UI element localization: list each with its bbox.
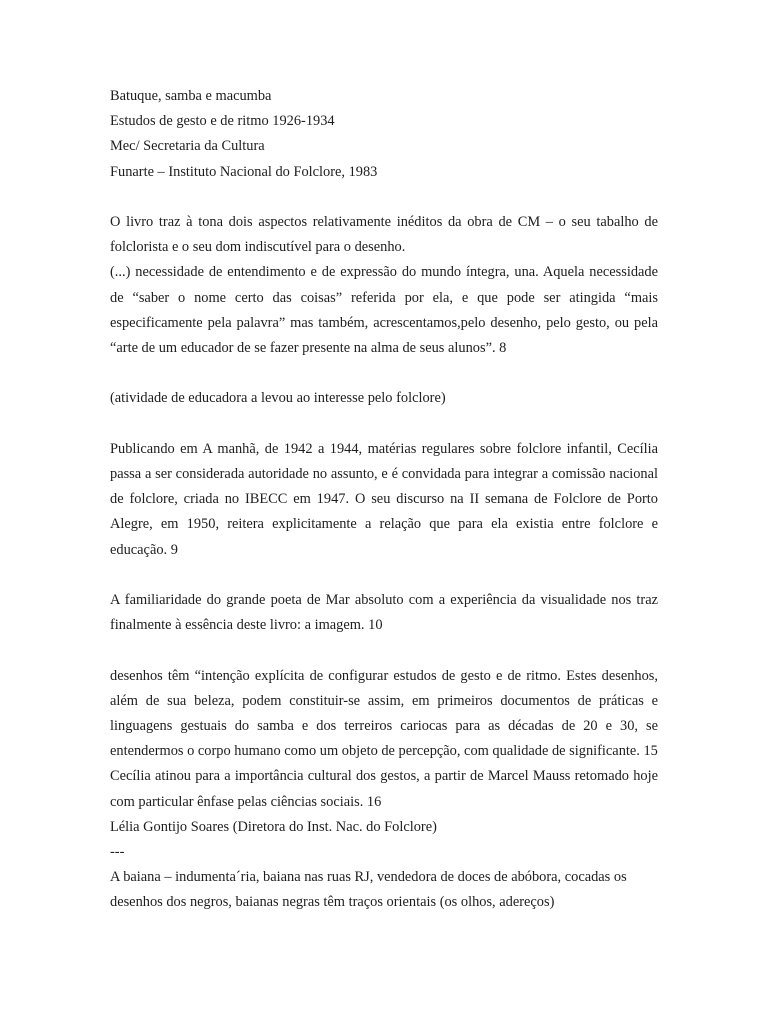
spacer: [110, 638, 658, 663]
spacer: [110, 185, 658, 210]
book-institution: Funarte – Instituto Nacional do Folclore, 1983: [110, 163, 378, 180]
paragraph-intro: O livro traz à tona dois aspectos relativamente inéditos da obra de CM – o seu tabalho de folclorista e o seu dom indiscutível para o desenho.: [110, 214, 658, 256]
paragraph-author: Lélia Gontijo Soares (Diretora do Inst. Nac. do Folclore): [110, 818, 437, 835]
spacer: [110, 361, 658, 386]
paragraph-familiarity: A familiaridade do grande poeta de Mar absoluto com a experiência da visualidade nos traz finalmente à essência deste livro: a imagem. 10: [110, 592, 658, 634]
paragraph-gestures: Cecília atinou para a importância cultural dos gestos, a partir de Marcel Mauss retomado hoje com particular ênfase pelas ciências sociais. 16: [110, 768, 658, 810]
paragraph-note: (atividade de educadora a levou ao interesse pelo folclore): [110, 390, 446, 407]
book-subtitle: Estudos de gesto e de ritmo 1926-1934: [110, 113, 335, 130]
document-body: [110, 84, 658, 916]
book-title: Batuque, samba e macumba: [110, 88, 272, 104]
book-publisher: Mec/ Secretaria da Cultura: [110, 138, 265, 155]
separator-text: ---: [110, 844, 125, 861]
paragraph-publishing: Publicando em A manhã, de 1942 a 1944, matérias regulares sobre folclore infantil, Cecília passa a ser considerada autoridade no assunto, e é convidada para integrar a comissão nacional de folclore, criada no IBECC em 1947. O seu discurso na II semana de Folclore de Porto Alegre, em 1950, reitera explicitamente a relação que para ela existia entre folclore e educação. 9: [110, 440, 658, 558]
spacer: [110, 412, 658, 437]
paragraph-quote: (...) necessidade de entendimento e de expressão do mundo íntegra, una. Aquela necessidade de “saber o nome certo das coisas” referida por ela, e que pode ser atingida “mais especificamente pela palavra” mas também, acrescentamos,pelo desenho, pelo gesto, ou pela “arte de um educador de se fazer presente na alma de seus alunos”. 8: [110, 264, 658, 357]
paragraph-baiana: A baiana – indumenta´ria, baiana nas ruas RJ, vendedora de doces de abóbora, cocadas os desenhos dos negros, baianas negras têm traços orientais (os olhos, adereços): [110, 869, 627, 911]
spacer: [110, 563, 658, 588]
paragraph-drawings: desenhos têm “intenção explícita de configurar estudos de gesto e de ritmo. Estes desenhos, além de sua beleza, podem constituir-se assim, em primeiros documentos de práticas e linguagens gestuais do samba e dos terreiros cariocas para as décadas de 20 e 30, se entendermos o corpo humano como um objeto de percepção, com qualidade de significante. 15: [110, 667, 658, 760]
